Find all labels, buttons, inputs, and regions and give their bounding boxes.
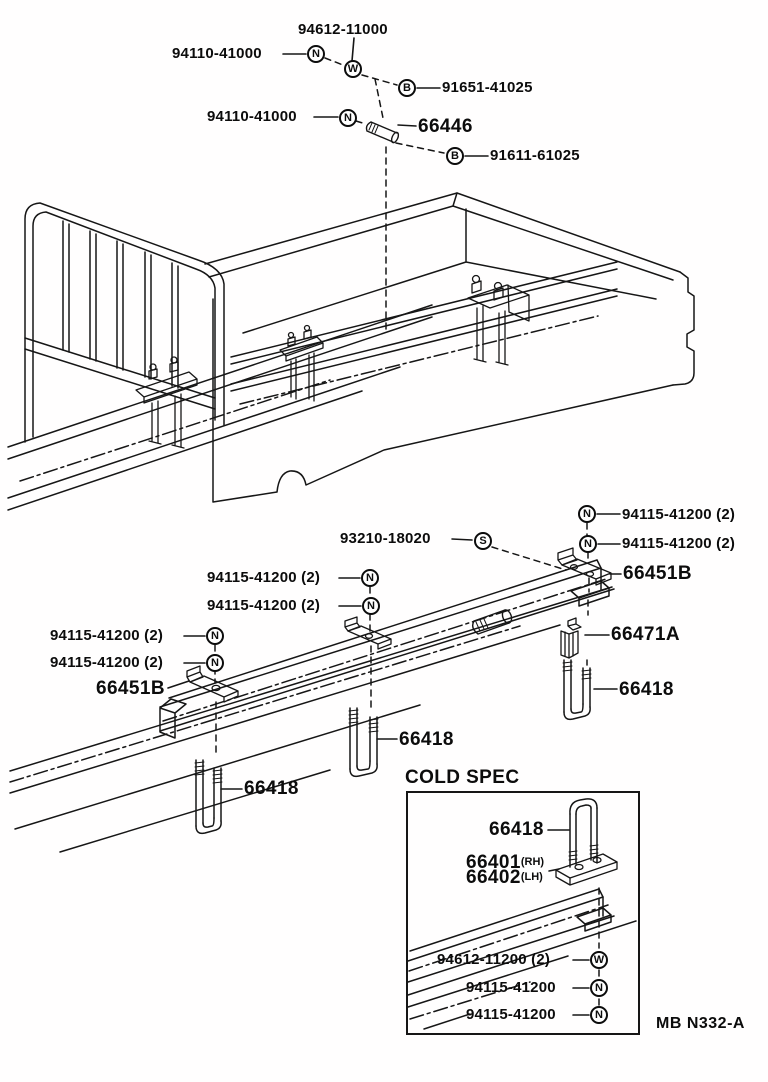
callout-cold-nut-2: 94115-41200 bbox=[466, 1006, 556, 1023]
clamp-66471a bbox=[561, 618, 581, 658]
spacer-66446 bbox=[367, 122, 400, 144]
callout-spacer-66446: 66446 bbox=[418, 116, 473, 137]
callout-bracket-left: 66451B bbox=[96, 678, 165, 699]
callout-ubolt-right: 66418 bbox=[619, 679, 674, 700]
callout-support-lh bbox=[466, 866, 543, 889]
callout-bolt-b: 91611-61025 bbox=[490, 147, 580, 164]
washer-symbol-w1: W bbox=[344, 60, 362, 78]
callout-nut-mid-1: 94115-41200 (2) bbox=[207, 569, 321, 586]
callout-nut-a: 94110-41000 bbox=[172, 45, 262, 62]
figure-code: MB N332-A bbox=[656, 1015, 745, 1032]
nut-symbol-cold-2: N bbox=[590, 1006, 608, 1024]
chassis-rails bbox=[8, 305, 432, 510]
ubolt-66418-left bbox=[195, 760, 222, 833]
callout-nut-mid-2: 94115-41200 (2) bbox=[207, 597, 321, 614]
nut-symbol-right-1: N bbox=[578, 505, 596, 523]
callout-clip-93210: 93210-18020 bbox=[340, 530, 431, 547]
headache-rack bbox=[25, 203, 224, 442]
support-lh-suffix: (LH) bbox=[520, 871, 543, 883]
callout-ubolt-left: 66418 bbox=[244, 778, 299, 799]
ubolt-66418-right bbox=[563, 660, 591, 719]
screw-symbol-s1: S bbox=[474, 532, 492, 550]
cold-spec-title: COLD SPEC bbox=[405, 767, 520, 788]
callout-nut-left-2: 94115-41200 (2) bbox=[50, 654, 164, 671]
nut-symbol-n2: N bbox=[339, 109, 357, 127]
callout-nut-b: 94110-41000 bbox=[207, 108, 297, 125]
nut-symbol-left-2: N bbox=[206, 654, 224, 672]
callout-ubolt-mid: 66418 bbox=[399, 729, 454, 750]
callout-clamp-66471a: 66471A bbox=[611, 624, 680, 645]
callout-nut-right-2: 94115-41200 (2) bbox=[622, 535, 736, 552]
nut-symbol-cold-1: N bbox=[590, 979, 608, 997]
cargo-bed bbox=[205, 193, 694, 502]
nut-symbol-right-2: N bbox=[579, 535, 597, 553]
support-rh-number: 66401 bbox=[466, 852, 521, 873]
callout-cold-ubolt: 66418 bbox=[489, 819, 544, 840]
callout-washer-assembly: 94612-11000 bbox=[298, 21, 388, 38]
callout-cold-nut-1: 94115-41200 bbox=[466, 979, 556, 996]
callout-cold-washer: 94612-11200 (2) bbox=[437, 951, 551, 968]
mounting-rail bbox=[160, 560, 614, 738]
nut-symbol-mid-2: N bbox=[362, 597, 380, 615]
callout-nut-left-1: 94115-41200 (2) bbox=[50, 627, 164, 644]
washer-symbol-cold: W bbox=[590, 951, 608, 969]
truck-bed-drawing bbox=[8, 122, 694, 510]
support-lh-number: 66402 bbox=[466, 867, 521, 888]
nut-symbol-mid-1: N bbox=[361, 569, 379, 587]
nut-symbol-n1: N bbox=[307, 45, 325, 63]
bracket-66451b-middle bbox=[345, 617, 391, 649]
callout-bolt-a: 91651-41025 bbox=[442, 79, 533, 96]
ubolt-66418-middle bbox=[349, 708, 378, 776]
nut-symbol-left-1: N bbox=[206, 627, 224, 645]
callout-bracket-right: 66451B bbox=[623, 563, 692, 584]
callout-nut-right-1: 94115-41200 (2) bbox=[622, 506, 736, 523]
bolt-symbol-b1: B bbox=[398, 79, 416, 97]
support-rh-suffix: (RH) bbox=[520, 856, 545, 868]
bolt-symbol-b2: B bbox=[446, 147, 464, 165]
